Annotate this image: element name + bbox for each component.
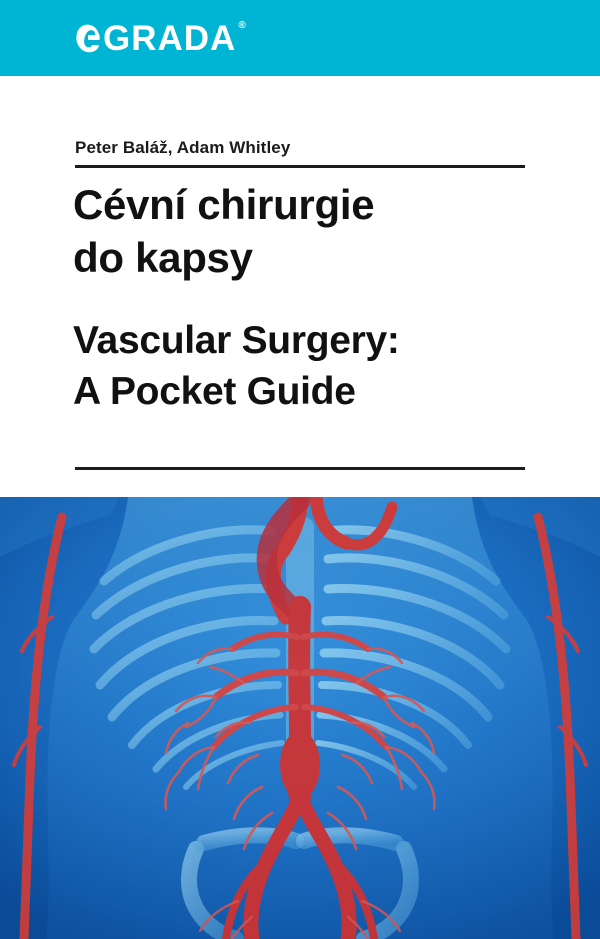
cover-illustration [0,497,600,939]
vascular-anatomy-graphic [0,497,600,939]
title-czech-line1: Cévní chirurgie [73,181,375,228]
divider-top [75,165,525,168]
publisher-band [0,0,600,76]
trademark-symbol: ® [238,20,246,31]
title-english-line2: A Pocket Guide [73,369,356,413]
authors: Peter Baláž, Adam Whitley [75,138,291,157]
title-czech-line2: do kapsy [73,233,253,281]
title-english [73,316,543,417]
publisher-name: GRADA [103,19,237,58]
title-english-line1: Vascular Surgery: [73,319,400,362]
title-czech [73,179,543,285]
title-area [0,76,600,497]
publisher-logo [74,18,246,60]
divider-bottom [75,467,525,470]
grada-e-logo-icon [74,21,100,57]
